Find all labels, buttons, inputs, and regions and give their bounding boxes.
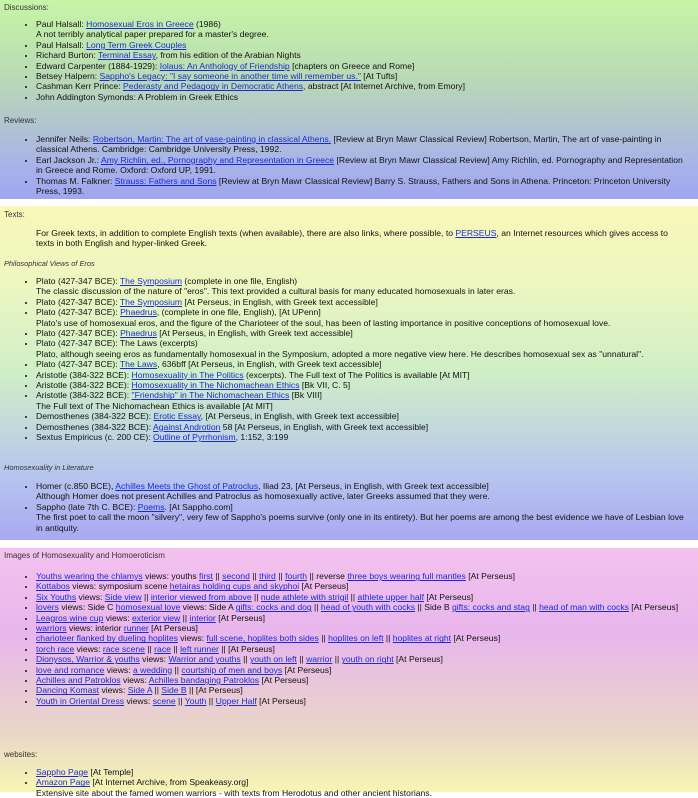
item-author: Cashman Kerr Prince: [36, 81, 123, 92]
image-link[interactable]: torch race [36, 643, 75, 654]
item-author: Paul Halsall: [36, 19, 87, 29]
image-text: || [212, 571, 223, 581]
item-link[interactable]: Strauss: Fathers and Sons [114, 175, 217, 186]
image-text: views: Side A [180, 602, 236, 613]
list-item [36, 176, 690, 197]
item-author: Edward Carpenter (1884-1929): [36, 60, 160, 71]
item-details: . [At Sappho.com] [164, 501, 233, 512]
list-item [36, 380, 690, 390]
texts-intro [36, 228, 686, 249]
item-author: Demosthenes (384-322 BCE): [36, 411, 154, 422]
image-text: || [172, 664, 182, 675]
image-item [36, 613, 690, 623]
literature-list [0, 481, 690, 533]
list-item [36, 81, 690, 91]
image-link[interactable]: interior [189, 612, 216, 623]
image-text: views: [139, 654, 169, 665]
list-item [36, 777, 690, 798]
item-author: Aristotle (384-322 BCE): [36, 380, 132, 391]
image-link[interactable]: Side view [104, 591, 142, 602]
item-author: Thomas M. Falkner: [36, 175, 115, 186]
image-text: || [249, 571, 260, 581]
image-text: views: [177, 633, 207, 644]
reviews-list [0, 134, 690, 196]
item-details: (1986) [193, 19, 221, 29]
image-text: [At Perseus] [465, 571, 516, 581]
discussions-list [0, 19, 690, 102]
image-link[interactable]: Achilles and Patroklos [36, 675, 121, 686]
image-item [36, 696, 690, 706]
list-item [36, 19, 690, 40]
image-text: || [206, 695, 216, 706]
panel-images [0, 548, 698, 798]
list-item [36, 370, 690, 380]
image-link[interactable]: warrior [306, 654, 333, 665]
image-text: [At Perseus] [256, 695, 306, 706]
item-details: , 636bff [At Perseus, in English, with Greek text accessible] [157, 359, 382, 370]
image-link[interactable]: gifts: cocks and stag [451, 602, 530, 613]
image-text: || [332, 654, 342, 665]
images-heading: Images of Homosexuality and Homoeroticism [4, 551, 165, 560]
image-link[interactable]: race scene [102, 643, 145, 654]
list-item [36, 502, 690, 533]
image-link[interactable]: Youths wearing the chlamys [36, 571, 143, 581]
perseus-link[interactable]: PERSEUS [455, 228, 497, 238]
texts-heading: Texts: [4, 210, 25, 219]
image-text: views: youths [142, 571, 200, 581]
item-author: Earl Jackson Jr.: [36, 154, 101, 165]
item-link[interactable]: Sappho Page [36, 767, 89, 777]
item-author: Jennifer Neils: [36, 134, 93, 144]
image-link[interactable]: Achilles bandaging Patroklos [148, 675, 260, 686]
image-text: [At Perseus] [423, 591, 474, 602]
image-link[interactable]: Youth [184, 695, 207, 706]
item-link[interactable]: Robertson, Martin: The art of vase-painting in classical Athens. [92, 134, 332, 144]
item-author: Aristotle (384-322 BCE): [36, 390, 132, 401]
image-link[interactable]: Warrior and youths [168, 654, 241, 665]
item-author: Homer (c.850 BCE), [36, 481, 116, 491]
image-text: views: interior [66, 623, 124, 634]
image-link[interactable]: charioteer flanked by dueling hoplites [36, 633, 178, 644]
image-item [36, 685, 690, 695]
item-author: Paul Halsall: [36, 39, 87, 50]
image-link[interactable]: head of youth with cocks [320, 602, 416, 613]
image-item [36, 665, 690, 675]
item-link[interactable]: The Symposium [119, 296, 183, 307]
item-details: [Review at Bryn Mawr Classical Review] Robertson, Martin, The art of vase-painting in classical Athens. Cambridge: Cambridge University Press, 1992. [36, 134, 662, 155]
item-author: Plato (427-347 BCE): [36, 328, 121, 339]
item-note: Plato, although seeing eros as fundamentally homosexual in the Symposium, adopted a more negative view here. He describes homosexual sex as "unnatural". [36, 348, 644, 359]
image-text: || Side B [415, 602, 452, 613]
image-text: || [311, 602, 321, 613]
image-link[interactable]: Kottabos [36, 581, 70, 592]
list-item [36, 338, 690, 359]
item-author: Plato (427-347 BCE): [36, 338, 120, 349]
image-text: || [529, 602, 540, 613]
image-link[interactable]: Youth in Oriental Dress [36, 695, 125, 706]
item-details: (excerpts). The Full text of The Politics is available [At MIT] [243, 369, 470, 380]
image-item [36, 602, 690, 612]
item-link[interactable]: Terminal Essay [97, 50, 156, 61]
image-link[interactable]: Side B [161, 685, 187, 696]
image-text: views: [120, 675, 149, 686]
item-author: Plato (427-347 BCE): [36, 359, 120, 370]
image-link[interactable]: athlete upper half [357, 591, 424, 602]
panel-texts [0, 206, 698, 540]
list-item [36, 276, 690, 297]
image-link[interactable]: courtship of men and boys [181, 664, 283, 675]
image-text: [At Perseus] [215, 612, 266, 623]
image-item [36, 623, 690, 633]
item-details: , Iliad 23, [At Perseus, in English, with Greek text accessible] [258, 481, 489, 491]
item-details: [At Perseus, in English, with Greek text accessible] [182, 296, 378, 307]
item-author: Betsey Halpern: [36, 71, 100, 82]
image-link[interactable]: head of man with cocks [539, 602, 629, 613]
image-link[interactable]: exterior view [132, 612, 181, 623]
list-item [36, 134, 690, 155]
item-author: Plato (427-347 BCE): [36, 296, 120, 307]
item-link[interactable]: Homosexuality in The Politics [131, 369, 244, 380]
image-text: || [383, 633, 393, 644]
item-details: , 1:152, 3:199 [235, 432, 289, 443]
image-text: views: [76, 591, 105, 602]
item-author: Demosthenes (384-322 BCE): [36, 421, 154, 432]
image-text: [At Perseus] [628, 602, 679, 613]
image-link[interactable]: hetairas holding cups and skyphoi [169, 581, 300, 592]
item-author: John Addington Symonds: [36, 91, 138, 102]
item-details: , [At Perseus, in English, with Greek text accessible] [200, 411, 399, 422]
image-text: || [175, 695, 185, 706]
image-text: || [152, 685, 162, 696]
item-link[interactable]: "Friendship" in The Nichomachean Ethics [131, 390, 290, 401]
image-text: [At Perseus] [148, 623, 198, 634]
list-item [36, 307, 690, 328]
image-link[interactable]: hoplites at right [392, 633, 452, 644]
image-text: views: [99, 685, 128, 696]
item-details: , abstract [At Internet Archive, from Emory] [303, 81, 465, 92]
image-item [36, 581, 690, 591]
item-author: Plato (427-347 BCE): [36, 307, 121, 318]
image-item [36, 571, 690, 581]
image-link[interactable]: fourth [285, 571, 308, 581]
list-item [36, 432, 690, 442]
philosophical-heading: Philosophical Views of Eros [4, 259, 95, 268]
image-link[interactable]: left runner [180, 643, 219, 654]
item-link[interactable]: Long Term Greek Couples [86, 39, 187, 50]
list-item [36, 50, 690, 60]
image-link[interactable]: full scene, hoplites both sides [206, 633, 319, 644]
image-item [36, 592, 690, 602]
image-link[interactable]: lovers [36, 602, 59, 613]
image-text: || [251, 591, 261, 602]
item-details: The Laws (excerpts) [119, 338, 198, 349]
item-link[interactable]: Amazon Page [36, 777, 90, 788]
image-text: || [348, 591, 358, 602]
image-link[interactable]: Dancing Komast [36, 685, 100, 696]
item-details: [At Temple] [88, 767, 134, 777]
image-text: || [141, 591, 151, 602]
item-note: Although Homer does not present Achilles and Patroclus as homosexually active, later Greeks assumed that they were. [36, 491, 490, 502]
image-text: [At Perseus] [259, 675, 309, 686]
item-note: The first poet to call the moon "silvery", very few of Sappho's poems survive (only one in its entirety). But her poems are among the best evidence we have of Lesbian love in antiquity. [36, 512, 684, 533]
image-text: [At Perseus] [282, 664, 332, 675]
item-details: [Review at Bryn Mawr Classical Review] Barry S. Strauss, Fathers and Sons in Athena. Princeton: Princeton University Press, 1993. [36, 175, 671, 197]
image-link[interactable]: Side A [127, 685, 153, 696]
image-link[interactable]: Six Youths [36, 591, 77, 602]
image-link[interactable]: scene [152, 695, 176, 706]
item-link[interactable]: The Symposium [119, 276, 183, 286]
literature-heading: Homosexuality in Literature [4, 463, 94, 472]
item-details: [At Tufts] [360, 71, 398, 82]
list-item [36, 411, 690, 421]
item-link[interactable]: Achilles Meets the Ghost of Patroclus [115, 481, 259, 491]
item-details: , from his edition of the Arabian Nights [155, 50, 301, 61]
image-text: views: [103, 612, 133, 623]
philosophical-list [0, 276, 690, 443]
image-text: || [At Perseus] [218, 643, 275, 654]
item-link[interactable]: Pederasty and Pedagogy in Democratic Athens [122, 81, 304, 92]
image-text: [At Perseus] [393, 654, 443, 665]
list-item [36, 71, 690, 81]
list-item [36, 767, 690, 777]
image-text: || reverse [307, 571, 348, 581]
list-item [36, 328, 690, 338]
item-note: A not terribly analytical paper prepared for a master's degree. [36, 29, 269, 40]
image-text: views: symposium scene [69, 581, 170, 592]
image-link[interactable]: Upper Half [215, 695, 257, 706]
image-link[interactable]: three boys wearing full mantles [347, 571, 466, 581]
item-link[interactable]: Erotic Essay [153, 411, 201, 422]
discussions-heading: Discussions: [4, 3, 49, 12]
image-text: views: [104, 664, 133, 675]
item-details: [At Perseus, in English, with Greek text accessible] [156, 328, 353, 339]
item-author: Aristotle (384-322 BCE): [36, 369, 132, 380]
image-link[interactable]: warriors [36, 623, 67, 634]
image-link[interactable]: homosexual love [115, 602, 181, 613]
list-item [36, 481, 690, 502]
item-author: Plato (427-347 BCE): [36, 276, 120, 286]
item-details: A Problem in Greek Ethics [137, 91, 239, 102]
image-link[interactable]: second [222, 571, 250, 581]
image-link[interactable]: nude athlete with strigil [260, 591, 349, 602]
image-text: views: Side C [58, 602, 116, 613]
list-item [36, 297, 690, 307]
item-link[interactable]: Phaedrus [120, 307, 157, 318]
item-author: Sextus Empiricus (c. 200 CE): [36, 432, 154, 443]
item-link[interactable]: Homosexuality in The Nichomachean Ethics [131, 380, 300, 391]
image-text: || [318, 633, 329, 644]
image-link[interactable]: third [259, 571, 276, 581]
item-link[interactable]: Poems [137, 501, 165, 512]
item-details: [Review at Bryn Mawr Classical Review] Amy Richlin, ed. Pornography and Representation in Greece and Rome. Oxford: Oxford UP, 1991. [36, 154, 683, 176]
websites-list [0, 767, 690, 798]
list-item [36, 359, 690, 369]
item-details: [Bk VIII] [289, 390, 322, 401]
item-details: [At Internet Archive, from Speakeasy.org] [89, 777, 249, 788]
item-note: Extensive site about the famed women warriors - with texts from Herodotus and other ancient historians. [36, 787, 432, 798]
item-note: The classic discussion of the nature of "eros". This text provided a cultural basis for many educated homosexuals in later eras. [36, 286, 516, 297]
image-text: views: [74, 643, 103, 654]
image-text: [At Perseus] [299, 581, 349, 592]
list-item [36, 155, 690, 176]
texts-intro-post: , an Internet resources which gives access to texts in both English and hyper-linked Greek. [36, 228, 668, 249]
panel-discussions [0, 0, 698, 199]
image-text: || [144, 643, 155, 654]
reviews-heading: Reviews: [4, 116, 37, 125]
list-item [36, 422, 690, 432]
image-link[interactable]: first [199, 571, 213, 581]
image-link[interactable]: runner [123, 623, 149, 634]
image-link[interactable]: race [154, 643, 171, 654]
image-text: || [296, 654, 307, 665]
image-link[interactable]: youth on left [249, 654, 297, 665]
item-details: [Bk VII, C. 5] [299, 380, 351, 391]
item-details: , (complete in one file, English), [At UPenn] [156, 307, 321, 318]
image-text: || [275, 571, 286, 581]
list-item [36, 390, 690, 411]
item-link[interactable]: Iolaus: An Anthology of Friendship [159, 60, 290, 71]
list-item [36, 40, 690, 50]
item-link[interactable]: Amy Richlin, ed., Pornography and Representation in Greece [100, 154, 335, 165]
image-item [36, 654, 690, 664]
image-text: || [170, 643, 181, 654]
image-link[interactable]: gifts: cocks and dog [235, 602, 312, 613]
image-link[interactable]: love and romance [36, 664, 105, 675]
websites-heading: websites: [4, 750, 38, 759]
image-text: || [240, 654, 250, 665]
item-link[interactable]: Outline of Pyrrhonism [153, 432, 236, 443]
images-list [0, 571, 690, 706]
item-link[interactable]: Against Androtion [153, 421, 221, 432]
item-link[interactable]: Homosexual Eros in Greece [86, 19, 194, 29]
image-text: [At Perseus] [451, 633, 501, 644]
image-text: || [At Perseus] [186, 685, 243, 696]
image-item [36, 675, 690, 685]
list-item [36, 92, 690, 102]
image-item [36, 644, 690, 654]
list-item [36, 61, 690, 71]
item-note: The Full text of The Nichomachean Ethics is available [At MIT] [36, 400, 273, 411]
item-link[interactable]: Sappho's Legacy: "I say someone in another time will remember us." [99, 71, 361, 82]
texts-intro-pre: For Greek texts, in addition to complete English texts (when available), there are also links, where possible, to [36, 228, 456, 238]
image-link[interactable]: Dionysos, Warrior & youths [36, 654, 140, 665]
item-link[interactable]: The Laws [119, 359, 158, 370]
image-link[interactable]: youth on right [341, 654, 394, 665]
image-link[interactable]: a wedding [132, 664, 173, 675]
item-note: Plato's use of homosexual eros, and the figure of the Charioteer of the soul, has been of lasting importance in positive conceptions of homosexual love. [36, 317, 611, 328]
image-link[interactable]: interior viewed from above [150, 591, 252, 602]
item-link[interactable]: Phaedrus [120, 328, 157, 339]
image-text: || [180, 612, 190, 623]
item-author: Sappho (late 7th C. BCE): [36, 501, 138, 512]
item-author: Richard Burton: [36, 50, 98, 61]
item-details: [chapters on Greece and Rome] [289, 60, 415, 71]
item-details: (complete in one file, English) [182, 276, 298, 286]
image-link[interactable]: hoplites on left [328, 633, 384, 644]
item-details: 58 [At Perseus, in English, with Greek text accessible] [220, 421, 429, 432]
image-link[interactable]: Leagros wine cup [36, 612, 104, 623]
image-text: views: [124, 695, 153, 706]
image-item [36, 633, 690, 643]
